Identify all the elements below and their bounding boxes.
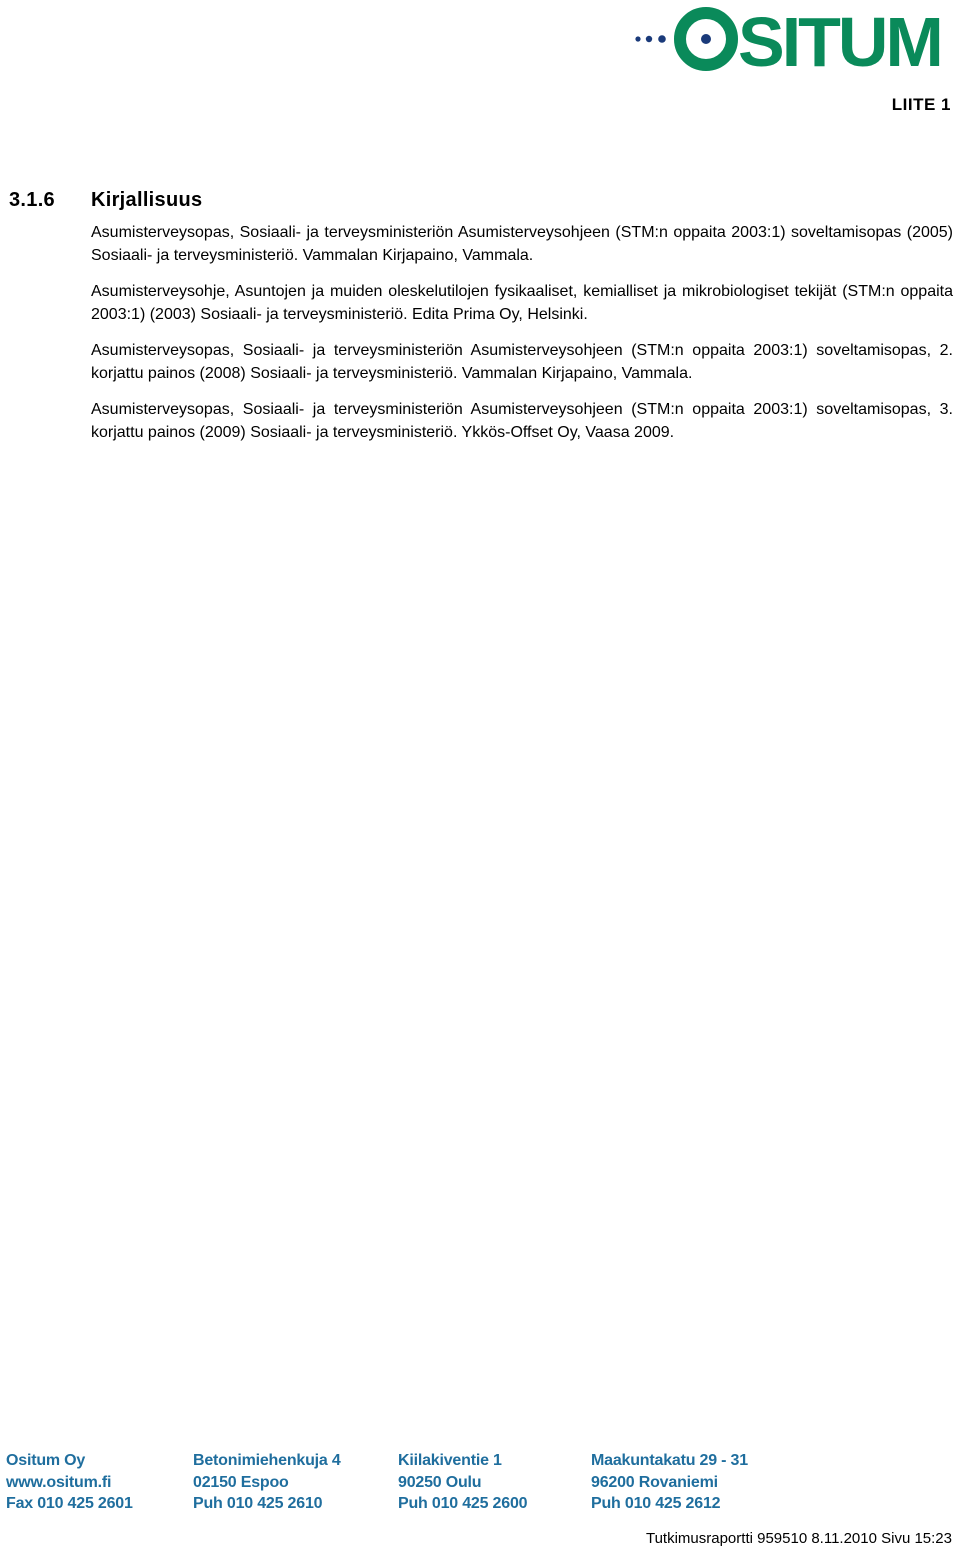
logo-dot [658, 35, 666, 43]
section-title: Kirjallisuus [91, 189, 203, 211]
footer-line: www.ositum.fi [6, 1473, 112, 1491]
logo-dot [646, 36, 652, 42]
footer-line: Kiilakiventie 1 [398, 1452, 502, 1469]
reference-item: Asumisterveysopas, Sosiaali- ja terveysministeriön Asumisterveysohjeen (STM:n oppaita 2003:1) soveltamisopas, 3. korjattu painos (2009) Sosiaali- ja terveysministeriö. Ykkös-Offset Oy, Vaasa 2009. [91, 401, 953, 441]
footer-line: Betonimiehenkuja 4 [193, 1452, 341, 1469]
logo-wordmark: SITUM [738, 3, 941, 76]
footer-line: Puh 010 425 2610 [193, 1495, 323, 1513]
section-number: 3.1.6 [9, 189, 55, 211]
footer-line: Maakuntakatu 29 - 31 [591, 1452, 748, 1469]
reference-item: Asumisterveysopas, Sosiaali- ja terveysministeriön Asumisterveysohjeen (STM:n oppaita 2003:1) soveltamisopas, 2. korjattu painos (2008) Sosiaali- ja terveysministeriö. Vammalan Kirjapaino, Vammala. [91, 342, 953, 382]
reference-item: Asumisterveysopas, Sosiaali- ja terveysministeriön Asumisterveysohjeen (STM:n oppaita 2003:1) soveltamisopas (2005) Sosiaali- ja terveysministeriö. Vammalan Kirjapaino, Vammala. [91, 224, 953, 264]
footer-line: Puh 010 425 2612 [591, 1495, 721, 1513]
reference-list [91, 222, 953, 458]
footer-line: 90250 Oulu [398, 1473, 482, 1491]
report-page-info: Tutkimusraportti 959510 8.11.2010 Sivu 15:23 [645, 1530, 952, 1547]
section-heading [9, 189, 202, 212]
footer-line: 96200 Rovaniemi [591, 1473, 718, 1491]
logo-inner-dot [701, 34, 711, 44]
footer-column-espoo [193, 1450, 341, 1515]
footer-column-oulu [398, 1450, 527, 1515]
ositum-logo [632, 0, 958, 76]
footer-contacts [6, 1450, 766, 1520]
footer-line: 02150 Espoo [193, 1473, 289, 1491]
footer-line: Fax 010 425 2601 [6, 1495, 133, 1513]
logo-dot [635, 36, 640, 41]
footer-column-rovaniemi [591, 1450, 748, 1515]
footer-line: Puh 010 425 2600 [398, 1495, 528, 1513]
footer-line: Ositum Oy [6, 1452, 86, 1469]
appendix-label: LIITE 1 [891, 95, 951, 114]
footer-column-company [6, 1450, 133, 1515]
reference-item: Asumisterveysohje, Asuntojen ja muiden oleskelutilojen fysikaaliset, kemialliset ja mikrobiologiset tekijät (STM:n oppaita 2003:1) (2003) Sosiaali- ja terveysministeriö. Edita Prima Oy, Helsinki. [91, 283, 953, 323]
